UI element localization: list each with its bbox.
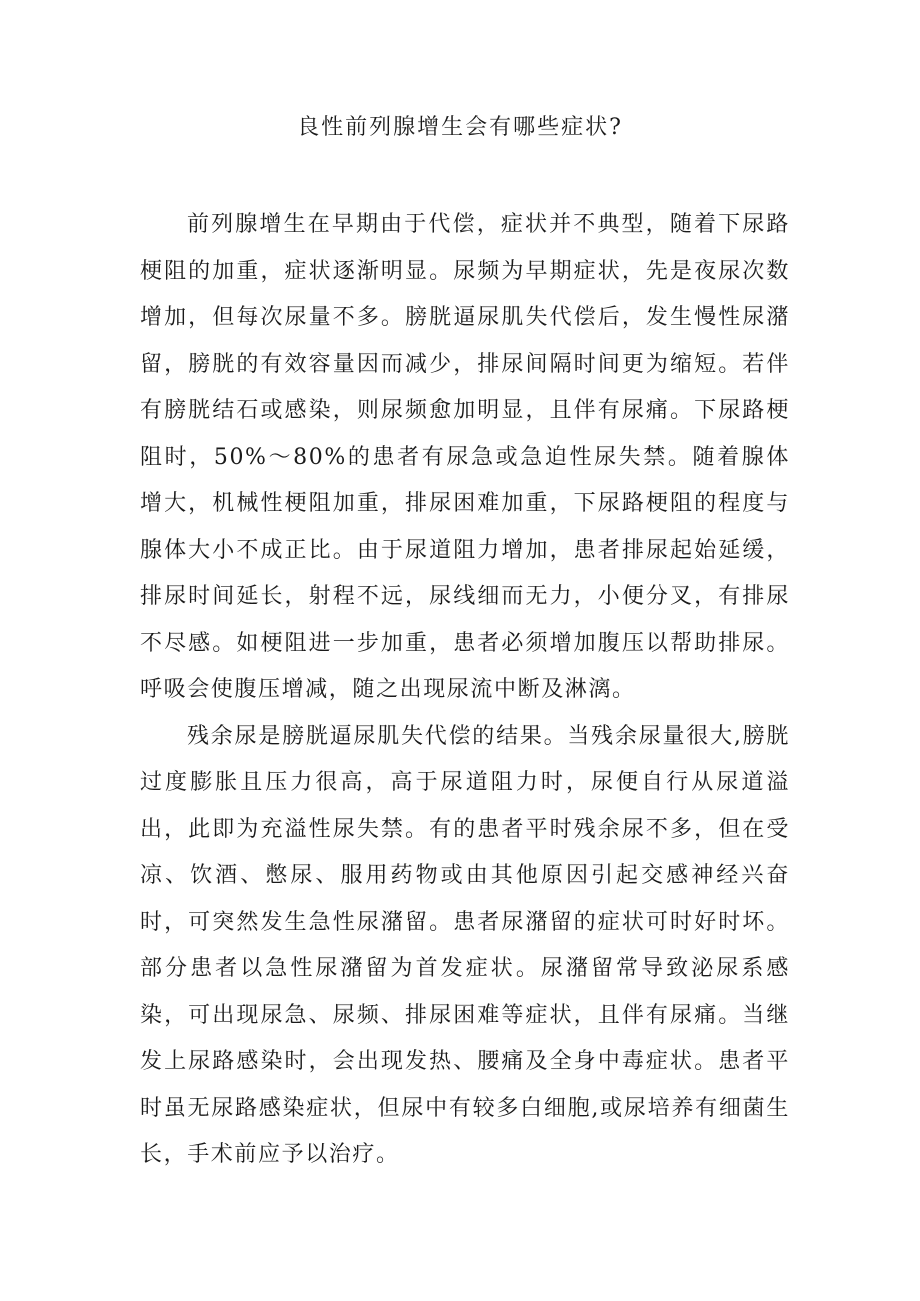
document-title: 良性前列腺增生会有哪些症状? — [297, 115, 623, 140]
paragraph-residual-urine: 残余尿是膀胱逼尿肌失代偿的结果。当残余尿量很大,膀胱过度膨胀且压力很高，高于尿道阻力时，尿便自行从尿道溢出，此即为充溢性尿失禁。有的患者平时残余尿不多，但在受凉、饮酒、憋尿、服用药物或由其他原因引起交感神经兴奋时，可突然发生急性尿潴留。患者尿潴留的症状可时好时坏。部分患者以急性尿潴留为首发症状。尿潴留常导致泌尿系感染，可出现尿急、尿频、排尿困难等症状，且伴有尿痛。当继发上尿路感染时，会出现发热、腰痛及全身中毒症状。患者平时虽无尿路感染症状，但尿中有较多白细胞,或尿培养有细菌生长，手术前应予以治疗。 — [140, 723, 790, 1167]
paragraph-symptoms-overview: 前列腺增生在早期由于代偿，症状并不典型，随着下尿路梗阻的加重，症状逐渐明显。尿频为早期症状，先是夜尿次数增加，但每次尿量不多。膀胱逼尿肌失代偿后，发生慢性尿潴留，膀胱的有效容量因而减少，排尿间隔时间更为缩短。若伴有膀胱结石或感染，则尿频愈加明显，且伴有尿痛。下尿路梗阻时，50%～80%的患者有尿急或急迫性尿失禁。随着腺体增大，机械性梗阻加重，排尿困难加重，下尿路梗阻的程度与腺体大小不成正比。由于尿道阻力增加，患者排尿起始延缓，排尿时间延长，射程不远，尿线细而无力，小便分叉，有排尿不尽感。如梗阻进一步加重，患者必须增加腹压以帮助排尿。呼吸会使腹压增减，随之出现尿流中断及淋漓。 — [140, 212, 790, 702]
document-body — [140, 202, 790, 1179]
